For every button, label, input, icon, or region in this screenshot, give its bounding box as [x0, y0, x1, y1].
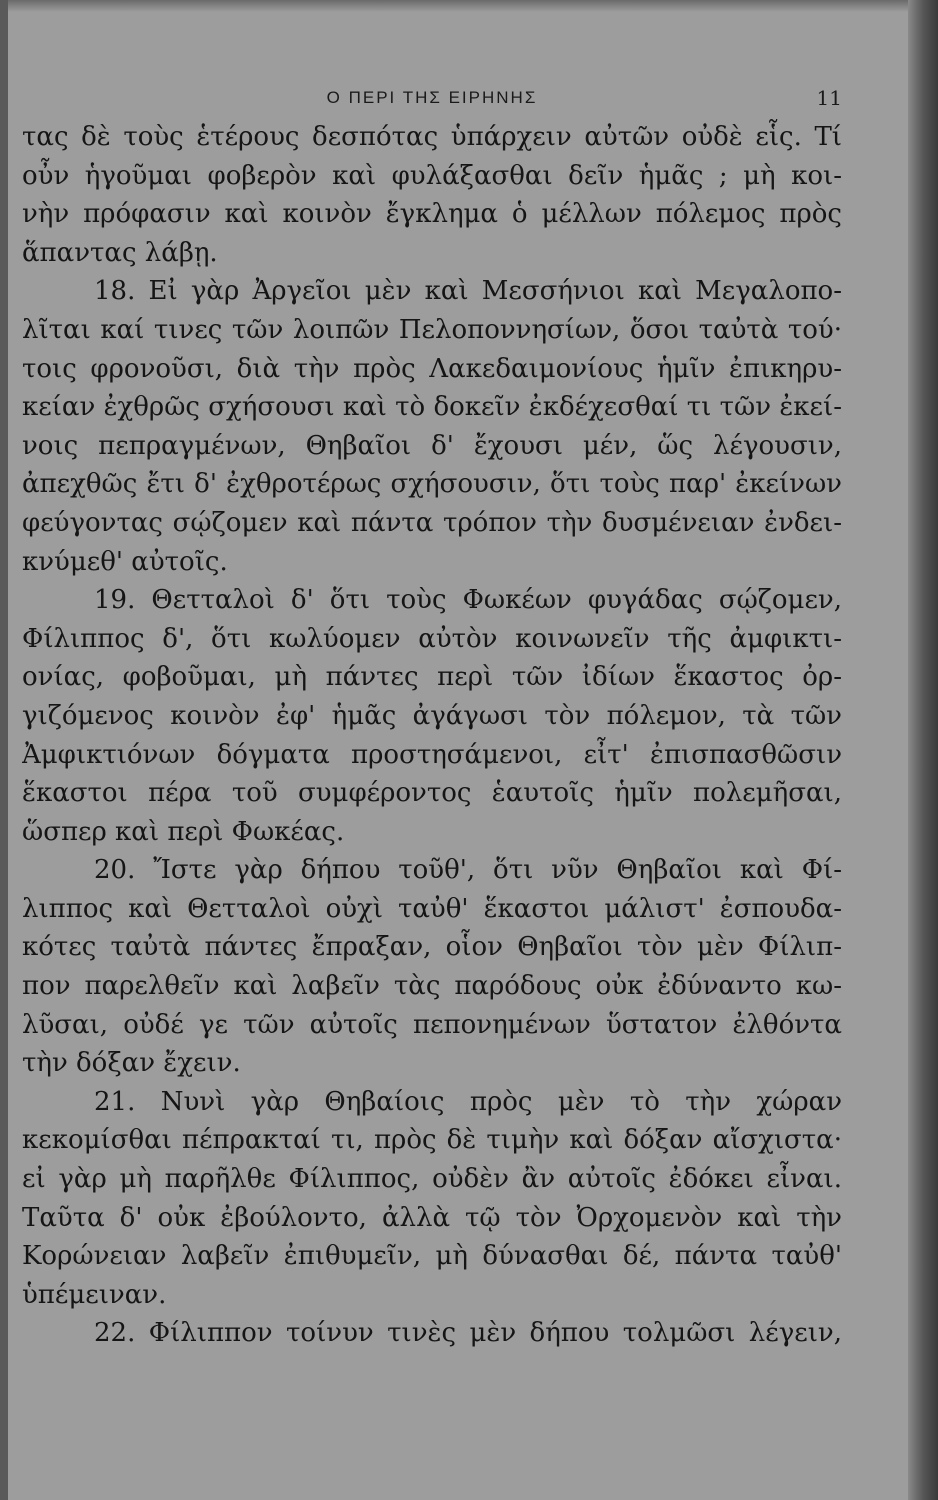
- page-number: 11: [816, 86, 842, 110]
- text-line: λῖται καί τινες τῶν λοιπῶν Πελοποννησίων, ὅσοι ταὐτὰ τού·: [22, 314, 842, 345]
- paragraph-21-start: 21. Νυνὶ γὰρ Θηβαίοις πρὸς μὲν τὸ τὴν χώραν: [94, 1086, 842, 1117]
- text-line: ἀπεχθῶς ἔτι δ' ἐχθροτέρως σχήσουσιν, ὅτι τοὺς παρ' ἐκείνων: [22, 469, 842, 500]
- text-line: κεκομίσθαι πέπρακταί τι, πρὸς δὲ τιμὴν καὶ δόξαν αἴσχιστα·: [22, 1125, 842, 1156]
- paragraph-22-start: 22. Φίλιππον τοίνυν τινὲς μὲν δήπου τολμῶσι λέγειν,: [94, 1318, 842, 1349]
- text-line: κείαν ἐχθρῶς σχήσουσι καὶ τὸ δοκεῖν ἐκδέχεσθαί τι τῶν ἐκεί-: [22, 392, 842, 423]
- text-line: ὑπέμειναν.: [22, 1279, 167, 1310]
- text-line: Ταῦτα δ' οὐκ ἐβούλοντο, ἀλλὰ τῷ τὸν Ὀρχομενὸν καὶ τὴν: [22, 1202, 842, 1233]
- text-line: λιππος καὶ Θετταλοὶ οὐχὶ ταὐθ' ἕκαστοι μάλιστ' ἐσπουδα-: [22, 893, 842, 924]
- text-line: ὥσπερ καὶ περὶ Φωκέας.: [22, 816, 345, 847]
- left-page-edge: [0, 0, 8, 1500]
- top-shadow: [0, 0, 938, 12]
- page-header: [22, 80, 842, 116]
- paragraph-19-start: 19. Θετταλοὶ δ' ὅτι τοὺς Φωκέων φυγάδας σῴζομεν,: [94, 585, 842, 616]
- paragraph-18-start: 18. Εἰ γὰρ Ἀργεῖοι μὲν καὶ Μεσσήνιοι καὶ Μεγαλοπο-: [94, 276, 842, 307]
- text-line: λῦσαι, οὐδέ γε τῶν αὐτοῖς πεπονημένων ὕστατον ἐλθόντα: [22, 1009, 842, 1040]
- text-line: πον παρελθεῖν καὶ λαβεῖν τὰς παρόδους οὐκ ἐδύναντο κω-: [22, 971, 842, 1002]
- text-line: τας δὲ τοὺς ἑτέρους δεσπότας ὑπάρχειν αὐτῶν οὐδὲ εἷς. Τί: [22, 122, 842, 152]
- paragraph-20-start: 20. Ἴστε γὰρ δήπου τοῦθ', ὅτι νῦν Θηβαῖοι καὶ Φί-: [94, 855, 842, 886]
- text-line: Φίλιππος δ', ὅτι κωλύομεν αὐτὸν κοινωνεῖν τῆς ἀμφικτι-: [22, 623, 842, 654]
- text-line: γιζόμενος κοινὸν ἐφ' ἡμᾶς ἀγάγωσι τὸν πόλεμον, τὰ τῶν: [22, 700, 842, 731]
- text-line: κνύμεθ' αὐτοῖς.: [22, 546, 228, 577]
- running-title: Ο ΠΕΡΙ ΤΗΣ ΕΙΡΗΝΗΣ: [326, 88, 538, 107]
- text-line: ἕκαστοι πέρα τοῦ συμφέροντος ἑαυτοῖς ἡμῖν πολεμῆσαι,: [22, 778, 842, 809]
- body-text: [22, 118, 842, 1353]
- text-line: τὴν δόξαν ἔχειν.: [22, 1048, 241, 1079]
- text-line: κότες ταὐτὰ πάντες ἔπραξαν, οἷον Θηβαῖοι τὸν μὲν Φίλιπ-: [22, 932, 842, 963]
- text-line: Κορώνειαν λαβεῖν ἐπιθυμεῖν, μὴ δύνασθαι δέ, πάντα ταὐθ': [22, 1241, 842, 1272]
- text-line: τοις φρονοῦσι, διὰ τὴν πρὸς Λακεδαιμονίους ἡμῖν ἐπικηρυ-: [22, 353, 842, 384]
- text-line: εἰ γὰρ μὴ παρῆλθε Φίλιππος, οὐδὲν ἂν αὐτοῖς ἐδόκει εἶναι.: [22, 1164, 842, 1195]
- book-page: [22, 80, 842, 1353]
- text-line: Ἀμφικτιόνων δόγματα προστησάμενοι, εἶτ' ἐπισπασθῶσιν: [22, 739, 842, 770]
- text-line: φεύγοντας σῴζομεν καὶ πάντα τρόπον τὴν δυσμένειαν ἐνδει-: [22, 507, 842, 538]
- text-line: νοις πεπραγμένων, Θηβαῖοι δ' ἔχουσι μέν, ὥς λέγουσιν,: [22, 430, 842, 461]
- text-line: ἅπαντας λάβῃ.: [22, 237, 218, 268]
- text-line: νὴν πρόφασιν καὶ κοινὸν ἔγκλημα ὁ μέλλων πόλεμος πρὸς: [22, 199, 842, 230]
- text-line: οὖν ἡγοῦμαι φοβερὸν καὶ φυλάξασθαι δεῖν ἡμᾶς ; μὴ κοι-: [22, 160, 842, 191]
- text-line: ονίας, φοβοῦμαι, μὴ πάντες περὶ τῶν ἰδίων ἕκαστος ὀρ-: [22, 662, 842, 693]
- right-page-edge: [908, 0, 938, 1500]
